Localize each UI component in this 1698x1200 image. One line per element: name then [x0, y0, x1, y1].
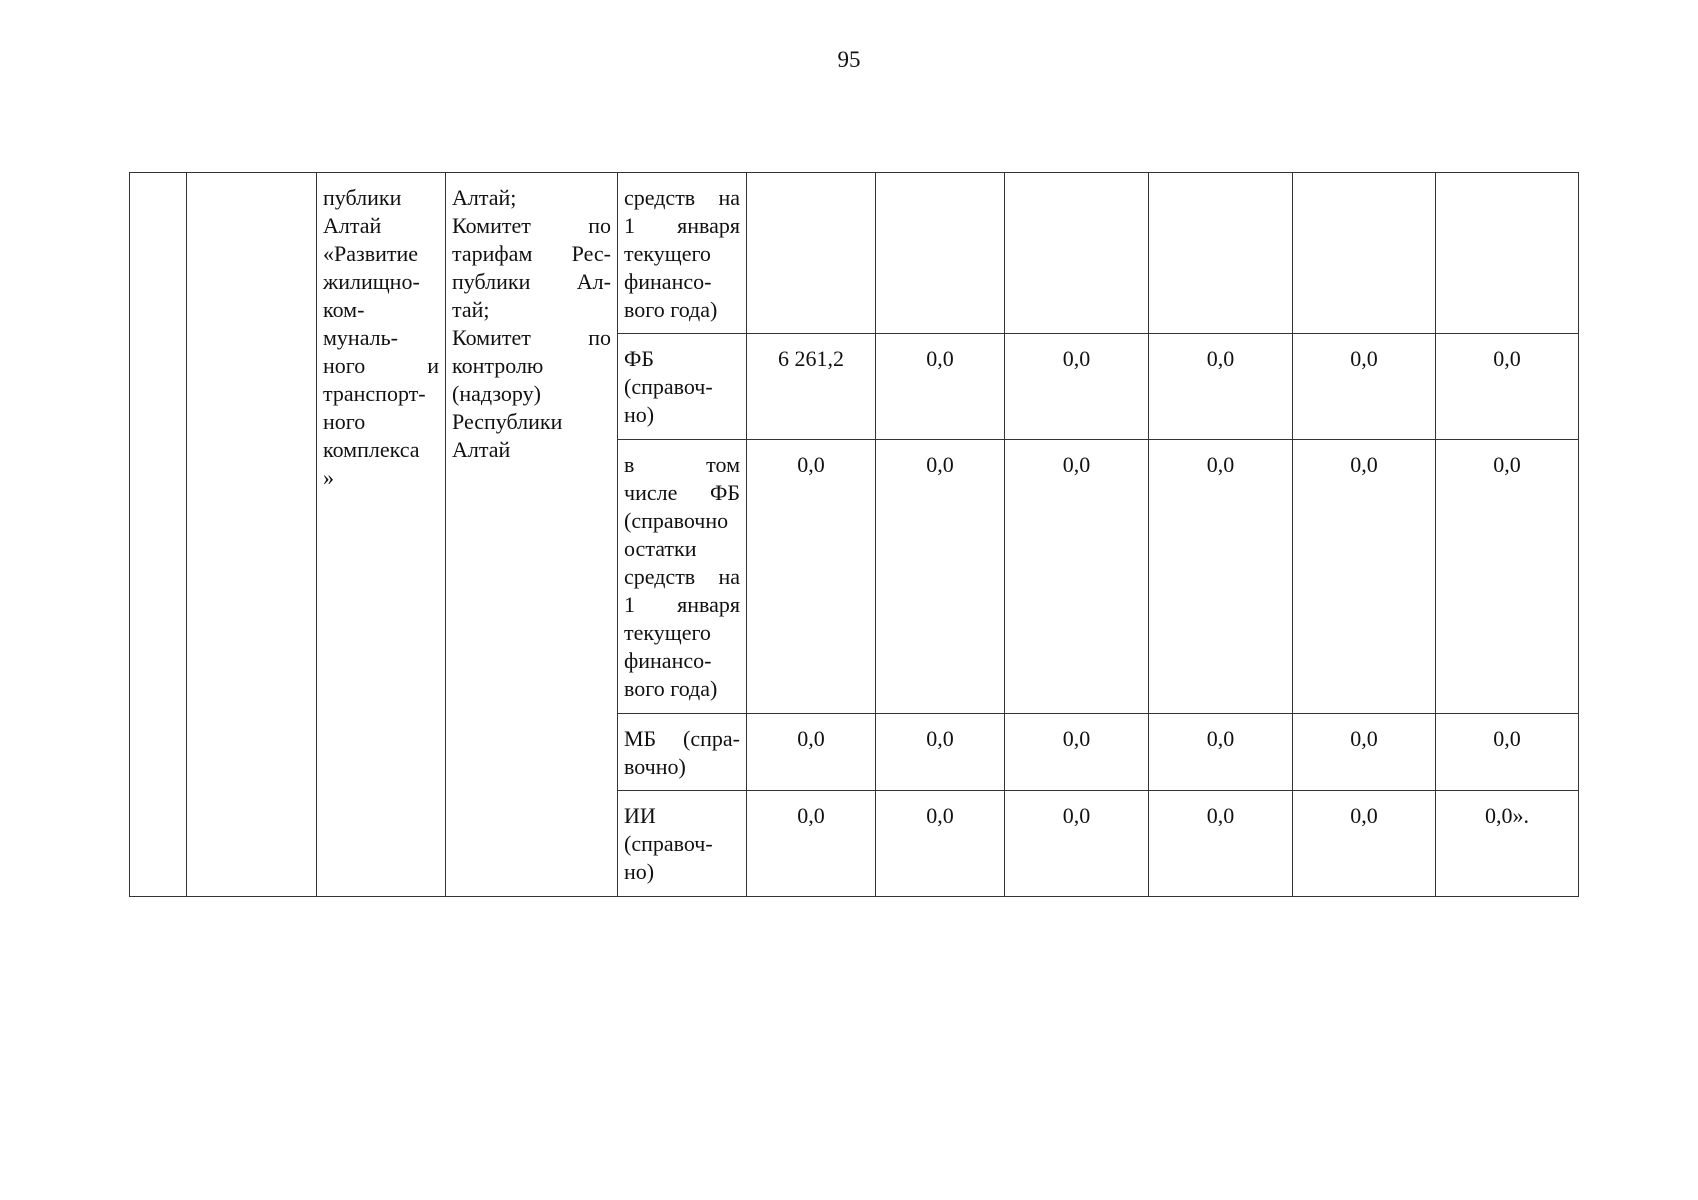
program-line: ного [323, 409, 366, 434]
value-cell: 0,0 [876, 440, 1005, 714]
source-line: текущего [624, 620, 711, 645]
program-line: комплекса [323, 437, 420, 462]
funding-source-cell [618, 714, 747, 791]
value-cell: 0,0 [1293, 334, 1436, 440]
program-line: «Развитие [323, 241, 419, 266]
source-line: (справочно [624, 508, 729, 533]
financing-table [129, 172, 1579, 897]
program-line: ком- [323, 297, 365, 322]
source-line: текущего [624, 241, 711, 266]
executor-cell [446, 173, 618, 897]
source-line: финансо- [624, 648, 712, 673]
executor-line: тай; [452, 297, 490, 322]
empty-number-cell [130, 173, 187, 897]
executor-line: публики Ал- [452, 269, 611, 294]
value-cell [1293, 173, 1436, 334]
program-line: жилищно- [323, 269, 420, 294]
value-cell: 0,0 [1149, 791, 1293, 897]
program-line: » [323, 465, 334, 490]
value-cell [747, 173, 876, 334]
source-line: ИИ [624, 803, 656, 828]
source-line: 1 января [624, 592, 740, 617]
source-line: но) [624, 402, 655, 427]
source-line: остатки [624, 536, 697, 561]
value-cell: 6 261,2 [747, 334, 876, 440]
value-cell: 0,0 [1149, 334, 1293, 440]
funding-source-cell [618, 440, 747, 714]
value-cell [1005, 173, 1149, 334]
executor-line: Комитет по [452, 325, 611, 350]
executor-line: контролю [452, 353, 544, 378]
value-cell: 0,0 [747, 440, 876, 714]
executor-line: тарифам Рес- [452, 241, 611, 266]
value-cell: 0,0 [876, 714, 1005, 791]
value-cell: 0,0 [1293, 440, 1436, 714]
value-cell: 0,0». [1436, 791, 1579, 897]
source-line: ФБ [624, 346, 655, 371]
value-cell: 0,0 [747, 791, 876, 897]
value-cell: 0,0 [1149, 714, 1293, 791]
program-line: публики [323, 185, 402, 210]
value-cell: 0,0 [1436, 334, 1579, 440]
source-line: числе ФБ [624, 480, 740, 505]
page-number: 95 [837, 47, 861, 72]
value-cell: 0,0 [1436, 440, 1579, 714]
source-line: (справоч- [624, 831, 713, 856]
value-cell: 0,0 [1005, 791, 1149, 897]
program-line: транспорт- [323, 381, 426, 406]
source-line: 1 января [624, 213, 740, 238]
value-cell: 0,0 [1293, 714, 1436, 791]
program-line: муналь- [323, 325, 398, 350]
value-cell [876, 173, 1005, 334]
executor-line: Республики [452, 409, 563, 434]
source-line: вочно) [624, 754, 686, 779]
value-cell: 0,0 [1149, 440, 1293, 714]
value-cell [1149, 173, 1293, 334]
executor-line: Алтай; [452, 185, 517, 210]
source-line: вого года) [624, 676, 718, 701]
value-cell: 0,0 [876, 334, 1005, 440]
value-cell: 0,0 [1293, 791, 1436, 897]
value-cell: 0,0 [1005, 714, 1149, 791]
program-line: ного и [323, 353, 439, 378]
program-line: Алтай [323, 213, 382, 238]
value-cell: 0,0 [747, 714, 876, 791]
value-cell: 0,0 [1436, 714, 1579, 791]
source-line: средств на [624, 185, 740, 210]
funding-source-cell [618, 791, 747, 897]
value-cell: 0,0 [1005, 440, 1149, 714]
value-cell [1436, 173, 1579, 334]
executor-line: Алтай [452, 437, 511, 462]
source-line: (справоч- [624, 374, 713, 399]
value-cell: 0,0 [1005, 334, 1149, 440]
source-line: средств на [624, 564, 740, 589]
executor-line: (надзору) [452, 381, 541, 406]
source-line: МБ (спра- [624, 726, 740, 751]
source-line: в том [624, 452, 740, 477]
executor-line: Комитет по [452, 213, 611, 238]
source-line: но) [624, 859, 655, 884]
source-line: финансо- [624, 269, 712, 294]
value-cell: 0,0 [876, 791, 1005, 897]
funding-source-cell [618, 173, 747, 334]
funding-source-cell [618, 334, 747, 440]
source-line: вого года) [624, 297, 718, 322]
table-row [130, 173, 1579, 334]
program-cell [317, 173, 446, 897]
empty-name-cell [187, 173, 317, 897]
